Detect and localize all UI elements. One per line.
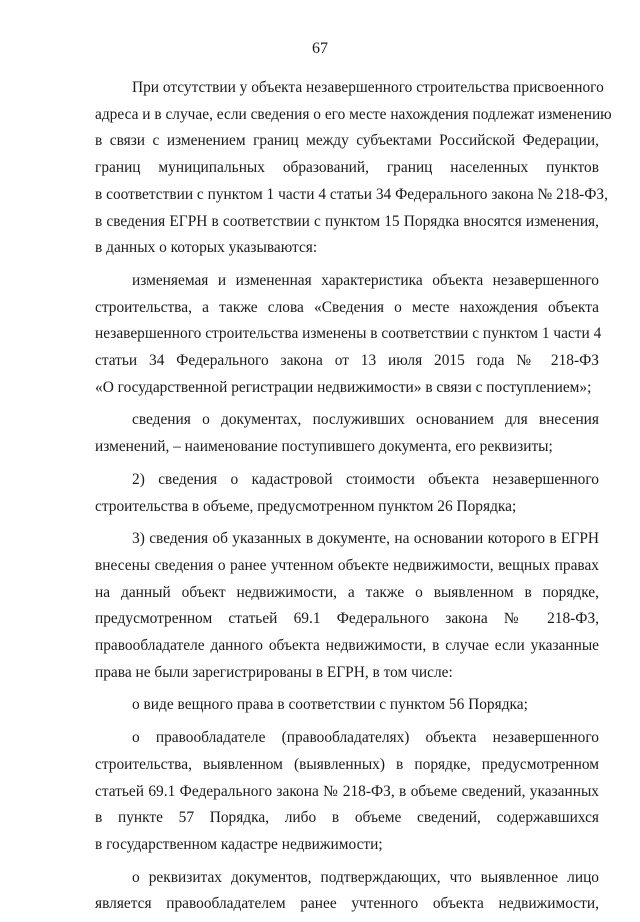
paragraph: [95, 75, 612, 262]
text-line: изменяемая и измененная характеристика объекта незавершенного: [132, 271, 599, 289]
text-line: в сведения ЕГРН в соответствии с пунктом 15 Порядка вносятся изменения,: [95, 212, 599, 230]
text-line: о правообладателе (правообладателях) объекта незавершенного: [132, 729, 599, 747]
text-line: в пункте 57 Порядка, либо в объеме сведений, содержавшихся: [95, 809, 599, 827]
text-line: При отсутствии у объекта незавершенного строительства присвоенного: [132, 79, 604, 96]
text-line: статьей 69.1 Федерального закона № 218-ФЗ, в объеме сведений, указанных: [95, 782, 599, 800]
paragraph: [95, 268, 602, 402]
text-line: строительства, выявленном (выявленных) в порядке, предусмотренном: [95, 755, 599, 773]
text-line: строительства, а также слова «Сведения о месте нахождения объекта: [95, 298, 599, 316]
paragraph: [95, 725, 599, 859]
document-body: [95, 75, 612, 918]
text-line: изменений, – наименование поступившего документа, его реквизиты;: [95, 438, 553, 456]
text-line: в связи с изменением границ между субъектами Российской Федерации,: [95, 132, 599, 150]
text-line: в соответствии с пунктом 1 части 4 статьи 34 Федерального закона № 218-ФЗ,: [95, 185, 608, 203]
text-line: «О государственной регистрации недвижимости» в связи с поступлением»;: [95, 378, 592, 396]
paragraph: [95, 467, 599, 520]
text-line: в государственном кадастре недвижимости;: [95, 835, 383, 853]
text-line: является правообладателем ранее учтенного объекта недвижимости,: [95, 895, 599, 913]
text-line: правообладателе данного объекта недвижимости, в случае если указанные: [95, 637, 599, 655]
text-line: статьи 34 Федерального закона от 13 июля 2015 года № 218-ФЗ: [95, 352, 599, 370]
text-line: о реквизитах документов, подтверждающих, что выявленное лицо: [132, 868, 599, 886]
text-line: 2) сведения о кадастровой стоимости объекта незавершенного: [132, 470, 599, 488]
text-line: 3) сведения об указанных в документе, на основании которого в ЕГРН: [132, 530, 599, 548]
text-line: незавершенного строительства изменены в соответствии с пунктом 1 части 4: [95, 325, 602, 343]
text-line: строительства в объеме, предусмотренном пунктом 26 Порядка;: [95, 497, 517, 515]
text-line: в данных о которых указываются:: [95, 239, 318, 257]
text-line: границ муниципальных образований, границ населенных пунктов: [95, 159, 599, 177]
text-line: права не были зарегистрированы в ЕГРН, в том числе:: [95, 663, 453, 681]
text-line: сведения о документах, послуживших основанием для внесения: [132, 411, 599, 429]
paragraph: [95, 526, 599, 686]
text-line: внесены сведения о ранее учтенном объекте недвижимости, вещных правах: [95, 556, 599, 574]
text-line: на данный объект недвижимости, а также о выявленном в порядке,: [95, 583, 599, 601]
page-number: 67: [312, 40, 328, 57]
text-line: о виде вещного права в соответствии с пунктом 56 Порядка;: [132, 696, 528, 714]
paragraph: [95, 865, 599, 918]
paragraph: [95, 692, 599, 719]
text-line: адреса и в случае, если сведения о его месте нахождения подлежат изменению: [95, 105, 612, 123]
text-line: предусмотренном статьей 69.1 Федерального закона № 218-ФЗ,: [95, 610, 599, 628]
paragraph: [95, 407, 599, 460]
